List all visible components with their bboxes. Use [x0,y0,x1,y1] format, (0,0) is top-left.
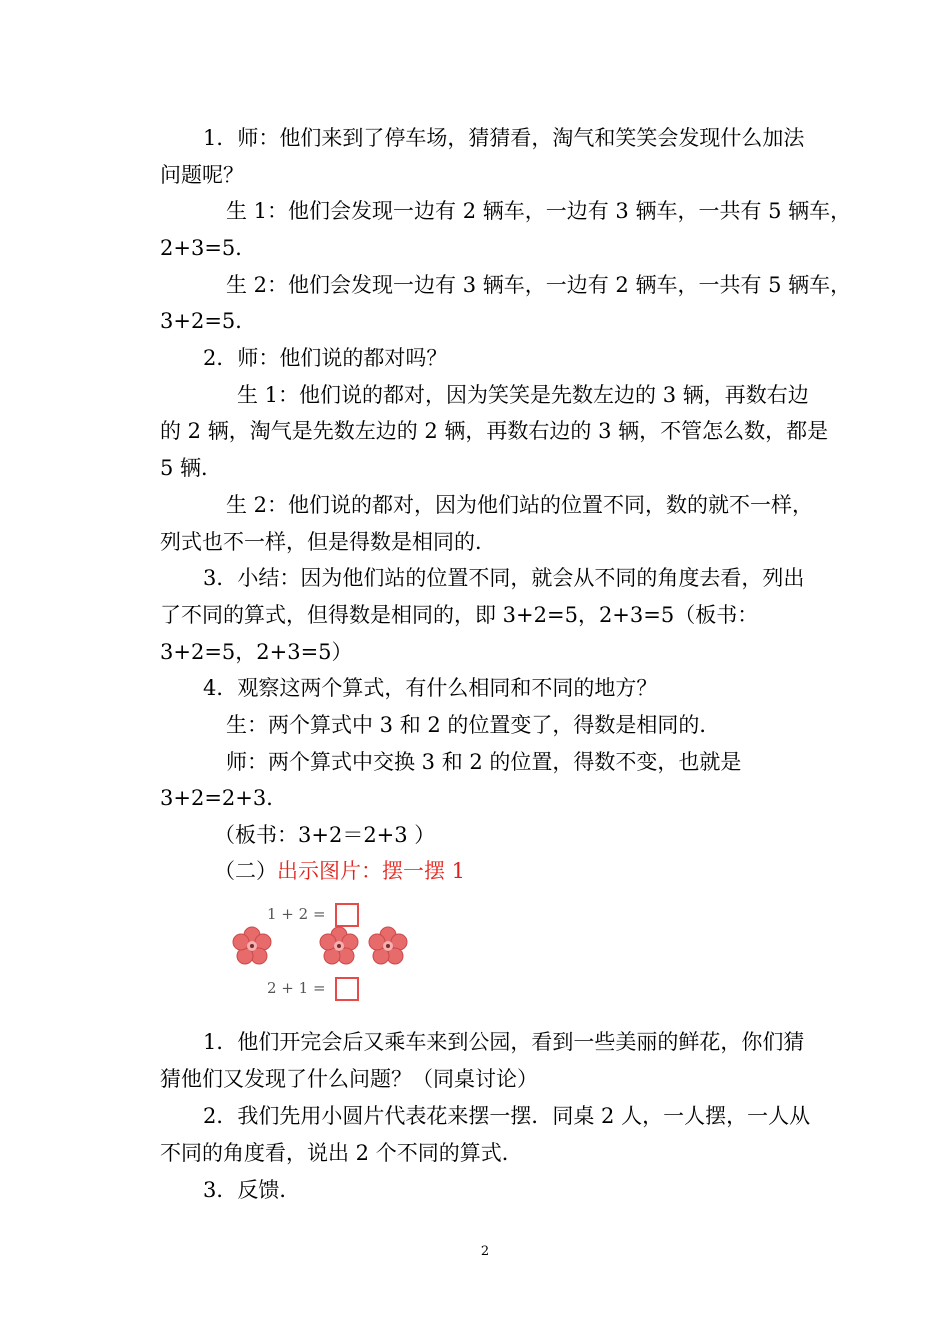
text-line: 3．反馈． [203,1178,301,1202]
text-line: 3+2=5，2+3=5） [160,640,353,664]
text-line: 3+2=5． [160,309,257,333]
text-line: 生 2：他们会发现一边有 3 辆车，一边有 2 辆车，一共有 5 辆车， [226,273,852,297]
text-line: 生：两个算式中 3 和 2 的位置变了，得数是相同的． [226,713,721,737]
answer-box-top [335,903,359,927]
text-line: 师：两个算式中交换 3 和 2 的位置，得数不变，也就是 [226,750,742,774]
text-line: 的 2 辆，淘气是先数左边的 2 辆，再数右边的 3 辆，不管怎么数，都是 [160,419,829,443]
text-line: 问题呢？ [160,163,244,187]
equation-bottom: 2 + 1 = [267,979,326,997]
flower-addition-figure [225,895,411,1010]
text-line: 了不同的算式，但得数是相同的，即 3+2=5，2+3=5（板书： [160,603,759,627]
equation-top: 1 + 2 = [267,905,326,923]
flower-icon [231,925,273,967]
flower-icon [318,925,360,967]
section-heading-prefix: （二） [214,859,277,883]
flower-icon [367,925,409,967]
text-line: 生 1：他们说的都对，因为笑笑是先数左边的 3 辆，再数右边 [237,383,809,407]
text-line: 2．我们先用小圆片代表花来摆一摆．同桌 2 人，一人摆，一人从 [203,1104,811,1128]
answer-box-bottom [335,977,359,1001]
text-line: 列式也不一样，但是得数是相同的． [160,530,496,554]
text-line: 1．师：他们来到了停车场，猜猜看，淘气和笑笑会发现什么加法 [203,126,805,150]
text-line: 生 2：他们说的都对，因为他们站的位置不同，数的就不一样， [226,493,814,517]
text-line: 2．师：他们说的都对吗？ [203,346,448,370]
section-heading [214,853,465,889]
page-number: 2 [480,1244,490,1259]
text-line: 生 1：他们会发现一边有 2 辆车，一边有 3 辆车，一共有 5 辆车， [226,199,852,223]
text-line: 猜他们又发现了什么问题？（同桌讨论） [160,1067,538,1091]
text-line: 不同的角度看，说出 2 个不同的算式． [160,1141,523,1165]
text-line: 3．小结：因为他们站的位置不同，就会从不同的角度去看，列出 [203,566,805,590]
text-line: 2+3=5． [160,236,257,260]
text-line: （板书：3+2＝2+3 ） [214,823,436,847]
section-heading-title: 出示图片：摆一摆 1 [277,859,466,883]
text-line: 4．观察这两个算式，有什么相同和不同的地方？ [203,676,658,700]
text-line: 3+2=2+3． [160,786,288,810]
text-line: 1．他们开完会后又乘车来到公园，看到一些美丽的鲜花，你们猜 [203,1030,805,1054]
text-line: 5 辆． [160,456,223,480]
